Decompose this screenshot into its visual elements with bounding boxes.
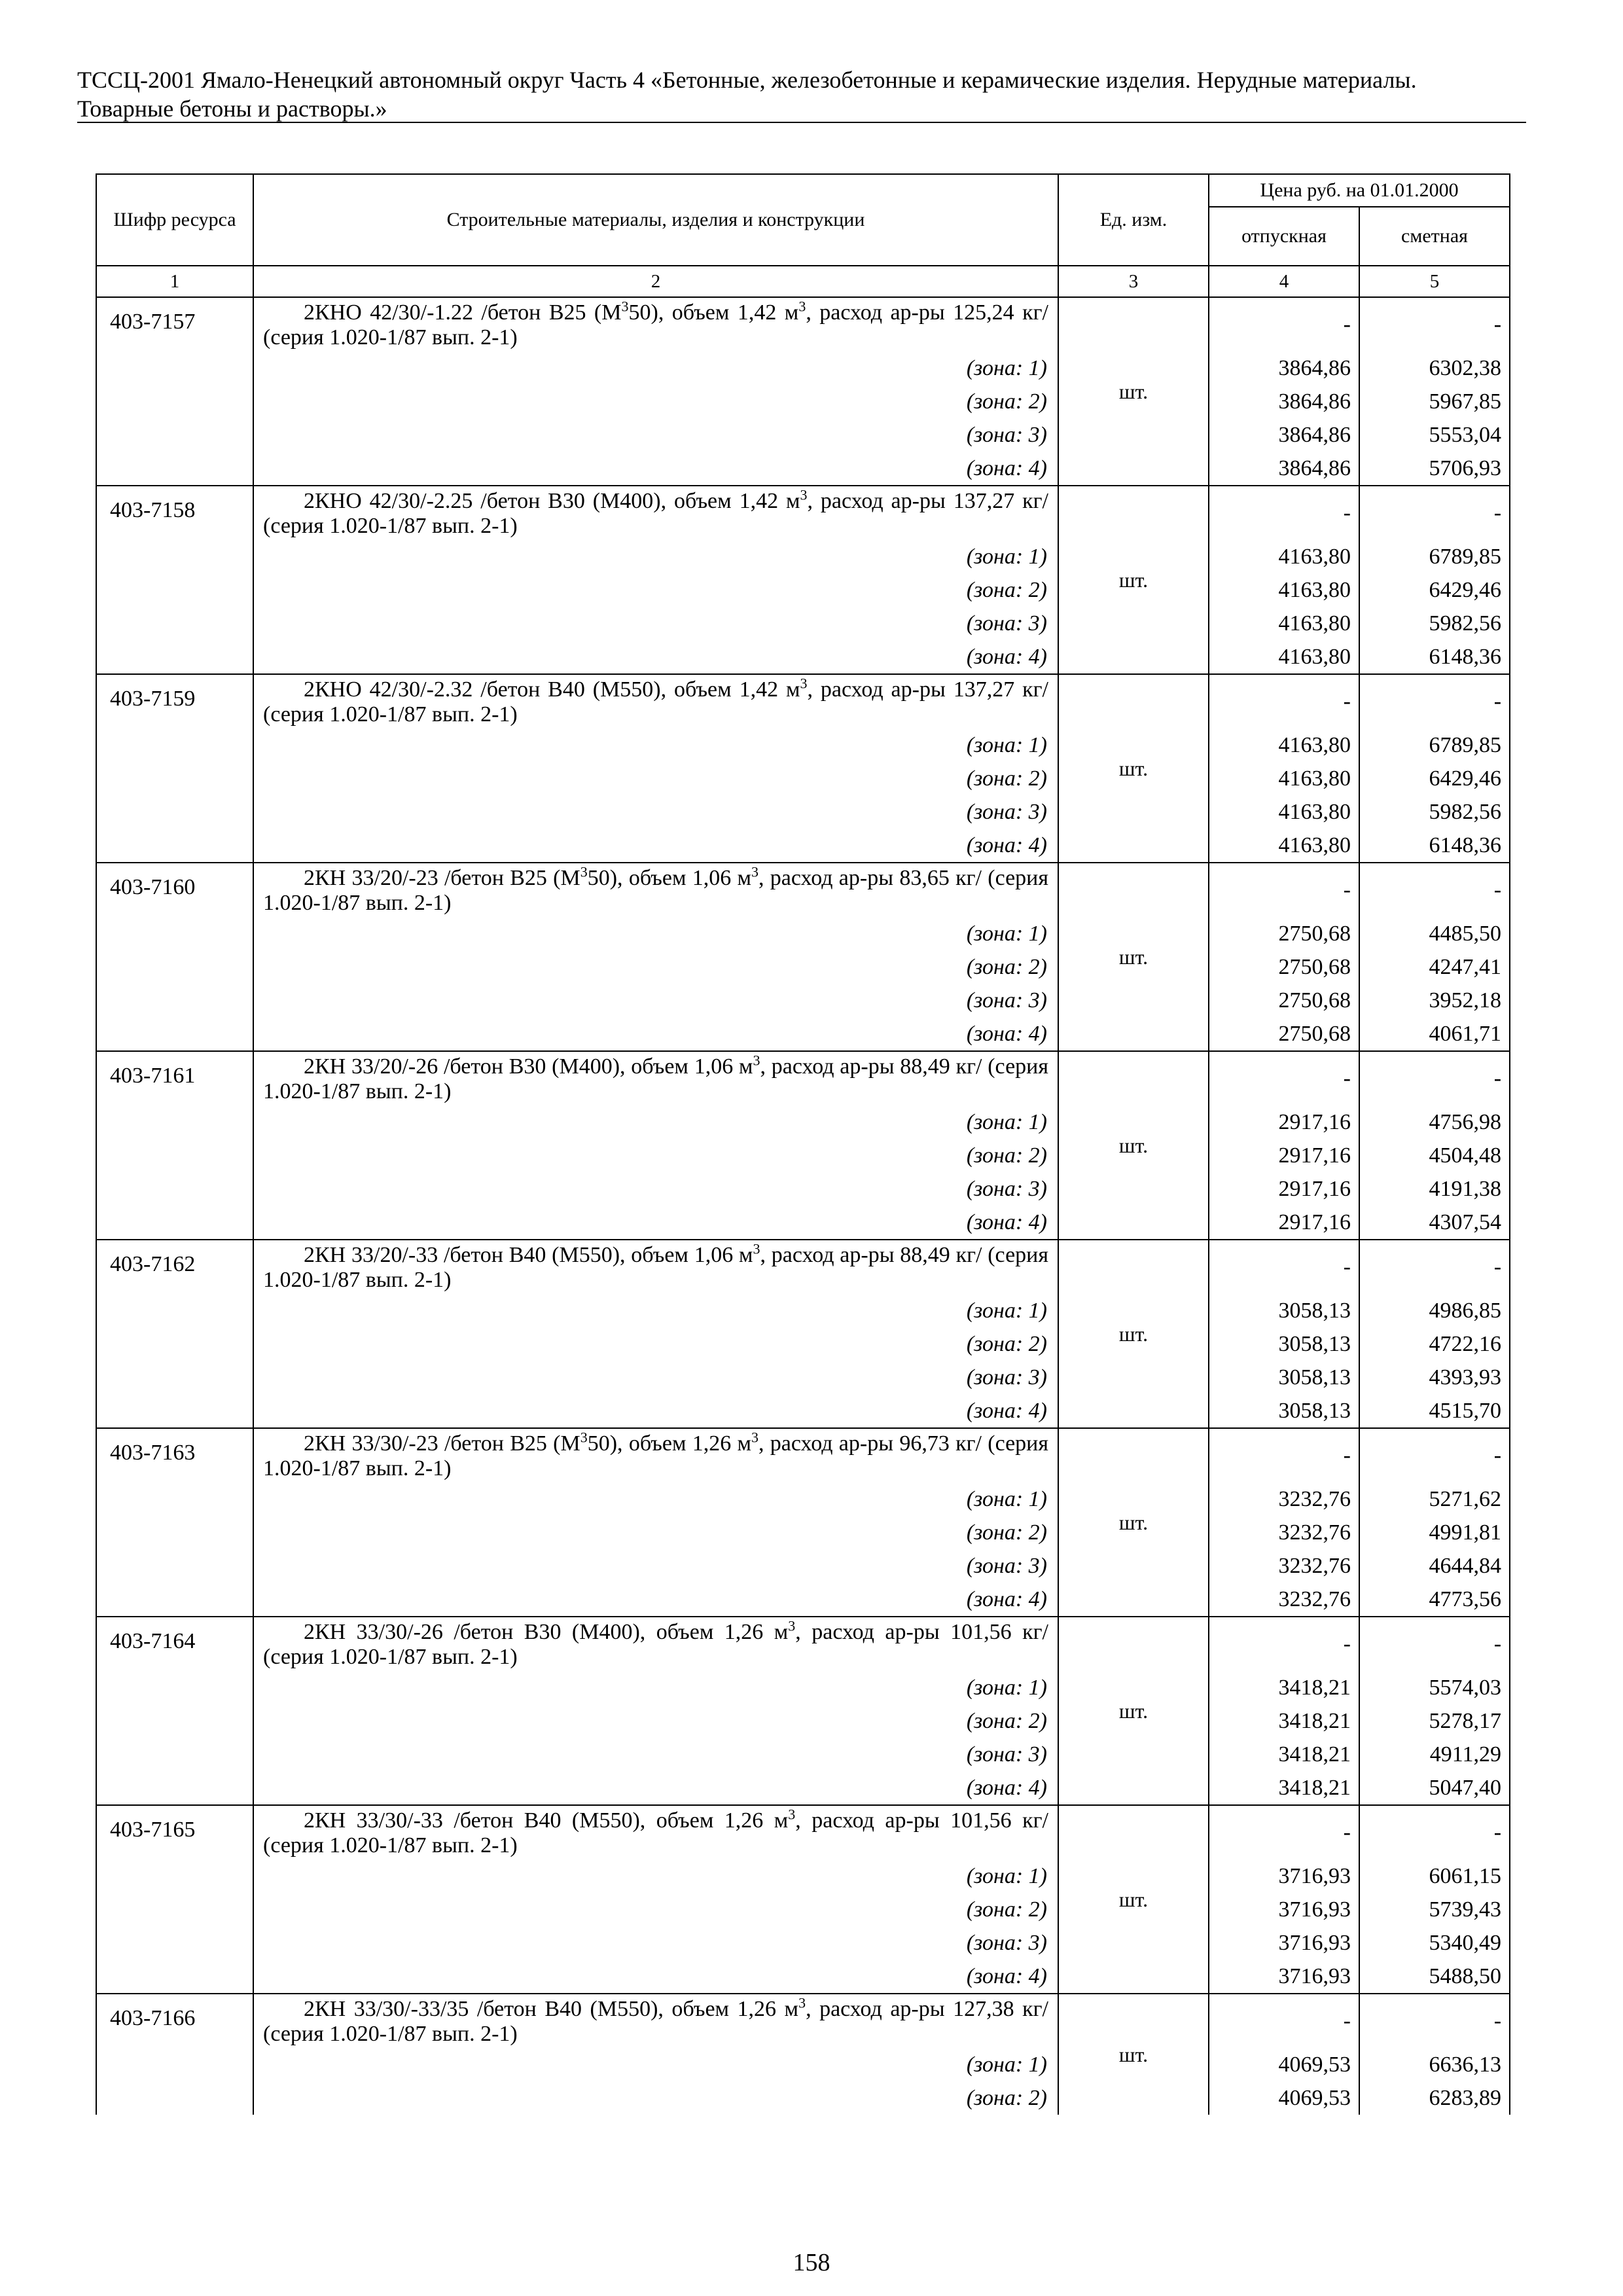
table-row (96, 297, 1510, 351)
header-line-1: ТССЦ-2001 Ямало-Ненецкий автономный округ Часть 4 «Бетонные, железобетонные и керамические изделия. Нерудные материалы. (77, 67, 1417, 93)
zone-estimate-price: 5706,93 (1359, 452, 1510, 486)
resource-code: 403-7161 (96, 1051, 253, 1240)
zone-label: (зона: 1) (253, 728, 1058, 762)
zone-row (96, 1516, 1510, 1549)
zone-estimate-price: 4485,50 (1359, 917, 1510, 950)
superscript: 3 (788, 1617, 796, 1634)
zone-estimate-price: 4504,48 (1359, 1139, 1510, 1172)
zone-estimate-price: 5967,85 (1359, 385, 1510, 418)
zone-row (96, 984, 1510, 1017)
zone-estimate-price: 4986,85 (1359, 1294, 1510, 1327)
col-number: 4 (1209, 266, 1359, 297)
zone-release-price: 4163,80 (1209, 762, 1359, 795)
zone-release-price: 3232,76 (1209, 1482, 1359, 1516)
material-description (253, 1805, 1058, 1859)
zone-row (96, 1671, 1510, 1704)
zone-release-price: 2750,68 (1209, 950, 1359, 984)
zone-estimate-price: 4722,16 (1359, 1327, 1510, 1361)
superscript: 3 (753, 1240, 760, 1257)
zone-label: (зона: 1) (253, 1105, 1058, 1139)
zone-row (96, 607, 1510, 640)
table-row (96, 1805, 1510, 1859)
resource-code: 403-7164 (96, 1617, 253, 1805)
resource-code: 403-7162 (96, 1240, 253, 1428)
zone-label: (зона: 1) (253, 917, 1058, 950)
col-header-unit: Ед. изм. (1058, 174, 1209, 266)
zone-estimate-price: 5739,43 (1359, 1893, 1510, 1926)
zone-estimate-price: 5271,62 (1359, 1482, 1510, 1516)
zone-row (96, 829, 1510, 863)
description-part: 2КН 33/30/-33/35 /бетон В40 (М550), объем 1,26 м (304, 1997, 799, 2021)
material-description (253, 1994, 1058, 2048)
zone-label: (зона: 2) (253, 950, 1058, 984)
zone-row (96, 1893, 1510, 1926)
zone-row (96, 1549, 1510, 1583)
zone-label: (зона: 3) (253, 795, 1058, 829)
zone-release-price: 3418,21 (1209, 1704, 1359, 1738)
release-price: - (1209, 297, 1359, 351)
zone-row (96, 2081, 1510, 2115)
col-header-code: Шифр ресурса (96, 174, 253, 266)
zone-row (96, 1482, 1510, 1516)
zone-release-price: 3232,76 (1209, 1516, 1359, 1549)
zone-label: (зона: 4) (253, 829, 1058, 863)
unit-cell: шт. (1058, 863, 1209, 1051)
zone-label: (зона: 3) (253, 1926, 1058, 1960)
description-part: 2КН 33/30/-33 /бетон В40 (М550), объем 1,26 м (304, 1808, 789, 1833)
zone-label: (зона: 2) (253, 1516, 1058, 1549)
unit-cell: шт. (1058, 1051, 1209, 1240)
zone-label: (зона: 3) (253, 1738, 1058, 1771)
zone-row (96, 1926, 1510, 1960)
zone-label: (зона: 2) (253, 573, 1058, 607)
col-header-release: отпускная (1209, 207, 1359, 266)
unit-cell: шт. (1058, 1805, 1209, 1994)
estimate-price: - (1359, 863, 1510, 917)
estimate-price: - (1359, 297, 1510, 351)
zone-label: (зона: 3) (253, 1172, 1058, 1206)
zone-release-price: 3864,86 (1209, 385, 1359, 418)
zone-label: (зона: 2) (253, 1139, 1058, 1172)
release-price: - (1209, 674, 1359, 728)
zone-row (96, 1361, 1510, 1394)
table-row (96, 1617, 1510, 1671)
zone-label: (зона: 4) (253, 1017, 1058, 1051)
zone-release-price: 4163,80 (1209, 795, 1359, 829)
zone-label: (зона: 3) (253, 1549, 1058, 1583)
material-description (253, 1051, 1058, 1105)
material-description (253, 863, 1058, 917)
superscript: 3 (800, 486, 808, 503)
zone-release-price: 2750,68 (1209, 917, 1359, 950)
zone-release-price: 3418,21 (1209, 1738, 1359, 1771)
zone-estimate-price: 5982,56 (1359, 795, 1510, 829)
zone-label: (зона: 3) (253, 1361, 1058, 1394)
zone-release-price: 2750,68 (1209, 1017, 1359, 1051)
zone-release-price: 3716,93 (1209, 1893, 1359, 1926)
zone-label: (зона: 2) (253, 1704, 1058, 1738)
zone-estimate-price: 6148,36 (1359, 829, 1510, 863)
zone-label: (зона: 1) (253, 351, 1058, 385)
zone-release-price: 4163,80 (1209, 573, 1359, 607)
release-price: - (1209, 486, 1359, 540)
zone-label: (зона: 3) (253, 418, 1058, 452)
zone-estimate-price: 6636,13 (1359, 2048, 1510, 2081)
zone-row (96, 1394, 1510, 1428)
estimate-price: - (1359, 1428, 1510, 1482)
estimate-price: - (1359, 486, 1510, 540)
release-price: - (1209, 863, 1359, 917)
zone-estimate-price: 6429,46 (1359, 573, 1510, 607)
estimate-price: - (1359, 674, 1510, 728)
zone-release-price: 3864,86 (1209, 418, 1359, 452)
superscript: 3 (580, 1429, 588, 1446)
zone-estimate-price: 6148,36 (1359, 640, 1510, 674)
description-part: 50), объем 1,06 м (587, 866, 752, 890)
zone-release-price: 3418,21 (1209, 1771, 1359, 1805)
zone-estimate-price: 5340,49 (1359, 1926, 1510, 1960)
zone-release-price: 3058,13 (1209, 1327, 1359, 1361)
zone-label: (зона: 4) (253, 640, 1058, 674)
zone-label: (зона: 4) (253, 452, 1058, 486)
zone-estimate-price: 5553,04 (1359, 418, 1510, 452)
zone-estimate-price: 4247,41 (1359, 950, 1510, 984)
zone-label: (зона: 3) (253, 984, 1058, 1017)
table-row (96, 1240, 1510, 1294)
unit-cell: шт. (1058, 1994, 1209, 2115)
zone-estimate-price: 5982,56 (1359, 607, 1510, 640)
description-part: 50), объем 1,26 м (587, 1431, 752, 1456)
col-number: 2 (253, 266, 1058, 297)
release-price: - (1209, 1805, 1359, 1859)
zone-release-price: 4163,80 (1209, 540, 1359, 573)
zone-release-price: 3418,21 (1209, 1671, 1359, 1704)
zone-estimate-price: 4061,71 (1359, 1017, 1510, 1051)
col-header-name: Строительные материалы, изделия и конструкции (253, 174, 1058, 266)
unit-cell: шт. (1058, 1617, 1209, 1805)
zone-row (96, 640, 1510, 674)
description-part: 2КН 33/30/-26 /бетон В30 (М400), объем 1,26 м (304, 1620, 789, 1644)
header-line-2: Товарные бетоны и растворы.» (77, 96, 387, 122)
description-part: 2КН 33/30/-23 /бетон В25 (М (304, 1431, 580, 1456)
zone-estimate-price: 4644,84 (1359, 1549, 1510, 1583)
zone-estimate-price: 4773,56 (1359, 1583, 1510, 1617)
zone-estimate-price: 4756,98 (1359, 1105, 1510, 1139)
zone-label: (зона: 2) (253, 385, 1058, 418)
zone-estimate-price: 5574,03 (1359, 1671, 1510, 1704)
zone-estimate-price: 5278,17 (1359, 1704, 1510, 1738)
zone-estimate-price: 6061,15 (1359, 1859, 1510, 1893)
zone-row (96, 1960, 1510, 1994)
zone-release-price: 3232,76 (1209, 1583, 1359, 1617)
zone-estimate-price: 4991,81 (1359, 1516, 1510, 1549)
description-part: , расход ар-ры 137,27 кг/ (серия 1.020-1/87 вып. 2-1) (263, 677, 1048, 726)
zone-label: (зона: 4) (253, 1206, 1058, 1240)
zone-label: (зона: 1) (253, 1482, 1058, 1516)
zone-row (96, 1583, 1510, 1617)
resource-code: 403-7157 (96, 297, 253, 486)
zone-estimate-price: 4393,93 (1359, 1361, 1510, 1394)
zone-release-price: 3864,86 (1209, 452, 1359, 486)
superscript: 3 (751, 1429, 759, 1446)
material-description (253, 486, 1058, 540)
zone-estimate-price: 4307,54 (1359, 1206, 1510, 1240)
zone-row (96, 1704, 1510, 1738)
description-part: 2КН 33/20/-23 /бетон В25 (М (304, 866, 580, 890)
material-description (253, 1428, 1058, 1482)
zone-label: (зона: 1) (253, 540, 1058, 573)
description-part: 50), объем 1,42 м (628, 300, 799, 325)
zone-row (96, 385, 1510, 418)
header-divider (77, 122, 1526, 123)
release-price: - (1209, 1994, 1359, 2048)
resource-code: 403-7160 (96, 863, 253, 1051)
description-part: 2КНО 42/30/-2.25 /бетон В30 (М400), объем 1,42 м (304, 489, 800, 513)
zone-release-price: 3232,76 (1209, 1549, 1359, 1583)
zone-label: (зона: 4) (253, 1771, 1058, 1805)
zone-estimate-price: 4515,70 (1359, 1394, 1510, 1428)
zone-estimate-price: 3952,18 (1359, 984, 1510, 1017)
estimate-price: - (1359, 1240, 1510, 1294)
description-part: , расход ар-ры 88,49 кг/ (серия 1.020-1/87 вып. 2-1) (263, 1054, 1048, 1103)
description-part: , расход ар-ры 125,24 кг/ (серия 1.020-1/87 вып. 2-1) (263, 300, 1048, 350)
superscript: 3 (621, 298, 629, 315)
zone-row (96, 1859, 1510, 1893)
superscript: 3 (800, 675, 808, 692)
zone-row (96, 1327, 1510, 1361)
zone-label: (зона: 1) (253, 1859, 1058, 1893)
zone-row (96, 950, 1510, 984)
table-row (96, 1994, 1510, 2048)
zone-row (96, 1139, 1510, 1172)
description-part: , расход ар-ры 88,49 кг/ (серия 1.020-1/87 вып. 2-1) (263, 1243, 1048, 1292)
zone-estimate-price: 6789,85 (1359, 728, 1510, 762)
zone-label: (зона: 4) (253, 1583, 1058, 1617)
zone-row (96, 1017, 1510, 1051)
zone-row (96, 351, 1510, 385)
release-price: - (1209, 1051, 1359, 1105)
estimate-price: - (1359, 1051, 1510, 1105)
zone-row (96, 917, 1510, 950)
superscript: 3 (753, 1052, 760, 1069)
zone-row (96, 1105, 1510, 1139)
zone-estimate-price: 5488,50 (1359, 1960, 1510, 1994)
zone-release-price: 2917,16 (1209, 1206, 1359, 1240)
table-row (96, 863, 1510, 917)
zone-release-price: 3058,13 (1209, 1361, 1359, 1394)
price-table (96, 173, 1510, 2115)
zone-label: (зона: 1) (253, 1294, 1058, 1327)
zone-row (96, 1206, 1510, 1240)
page-header (77, 65, 1526, 123)
table-body (96, 297, 1510, 2115)
unit-cell: шт. (1058, 1428, 1209, 1617)
zone-row (96, 1294, 1510, 1327)
zone-release-price: 4163,80 (1209, 728, 1359, 762)
zone-row (96, 573, 1510, 607)
resource-code: 403-7158 (96, 486, 253, 674)
zone-row (96, 795, 1510, 829)
unit-cell: шт. (1058, 297, 1209, 486)
superscript: 3 (580, 863, 588, 880)
estimate-price: - (1359, 1617, 1510, 1671)
zone-estimate-price: 5047,40 (1359, 1771, 1510, 1805)
zone-label: (зона: 2) (253, 1893, 1058, 1926)
zone-label: (зона: 4) (253, 1960, 1058, 1994)
description-part: , расход ар-ры 101,56 кг/ (серия 1.020-1/87 вып. 2-1) (263, 1808, 1048, 1857)
zone-row (96, 1172, 1510, 1206)
col-header-price-group: Цена руб. на 01.01.2000 (1209, 174, 1510, 207)
col-number: 1 (96, 266, 253, 297)
zone-label: (зона: 1) (253, 1671, 1058, 1704)
zone-estimate-price: 6789,85 (1359, 540, 1510, 573)
release-price: - (1209, 1617, 1359, 1671)
resource-code: 403-7159 (96, 674, 253, 863)
table-row (96, 1428, 1510, 1482)
col-number: 5 (1359, 266, 1510, 297)
zone-label: (зона: 2) (253, 2081, 1058, 2115)
material-description (253, 1240, 1058, 1294)
material-description (253, 1617, 1058, 1671)
zone-row (96, 1738, 1510, 1771)
zone-release-price: 3716,93 (1209, 1960, 1359, 1994)
description-part: 2КН 33/20/-33 /бетон В40 (М550), объем 1,06 м (304, 1243, 753, 1267)
zone-release-price: 4163,80 (1209, 640, 1359, 674)
zone-label: (зона: 2) (253, 762, 1058, 795)
description-part: , расход ар-ры 127,38 кг/ (серия 1.020-1/87 вып. 2-1) (263, 1997, 1048, 2046)
zone-release-price: 4163,80 (1209, 607, 1359, 640)
description-part: 2КН 33/20/-26 /бетон В30 (М400), объем 1,06 м (304, 1054, 753, 1079)
zone-release-price: 2750,68 (1209, 984, 1359, 1017)
zone-label: (зона: 1) (253, 2048, 1058, 2081)
zone-release-price: 3058,13 (1209, 1294, 1359, 1327)
description-part: 2КНО 42/30/-1.22 /бетон В25 (М (304, 300, 622, 325)
zone-row (96, 762, 1510, 795)
table-row (96, 1051, 1510, 1105)
zone-row (96, 728, 1510, 762)
zone-release-price: 3058,13 (1209, 1394, 1359, 1428)
page-number: 158 (793, 2249, 830, 2276)
zone-release-price: 3716,93 (1209, 1926, 1359, 1960)
col-header-estimate: сметная (1359, 207, 1510, 266)
col-number: 3 (1058, 266, 1209, 297)
zone-estimate-price: 4191,38 (1359, 1172, 1510, 1206)
zone-release-price: 4163,80 (1209, 829, 1359, 863)
zone-release-price: 4069,53 (1209, 2048, 1359, 2081)
zone-row (96, 418, 1510, 452)
release-price: - (1209, 1240, 1359, 1294)
zone-label: (зона: 3) (253, 607, 1058, 640)
description-part: , расход ар-ры 83,65 кг/ (серия 1.020-1/87 вып. 2-1) (263, 866, 1049, 915)
unit-cell: шт. (1058, 674, 1209, 863)
superscript: 3 (788, 1806, 796, 1823)
resource-code: 403-7163 (96, 1428, 253, 1617)
zone-release-price: 2917,16 (1209, 1172, 1359, 1206)
description-part: , расход ар-ры 101,56 кг/ (серия 1.020-1/87 вып. 2-1) (263, 1620, 1048, 1669)
zone-row (96, 1771, 1510, 1805)
resource-code: 403-7165 (96, 1805, 253, 1994)
superscript: 3 (751, 863, 759, 880)
superscript: 3 (798, 298, 806, 315)
zone-release-price: 3716,93 (1209, 1859, 1359, 1893)
table-row (96, 486, 1510, 540)
zone-estimate-price: 6429,46 (1359, 762, 1510, 795)
zone-row (96, 2048, 1510, 2081)
zone-release-price: 2917,16 (1209, 1105, 1359, 1139)
unit-cell: шт. (1058, 486, 1209, 674)
estimate-price: - (1359, 1994, 1510, 2048)
estimate-price: - (1359, 1805, 1510, 1859)
material-description (253, 297, 1058, 351)
zone-release-price: 3864,86 (1209, 351, 1359, 385)
zone-label: (зона: 2) (253, 1327, 1058, 1361)
zone-estimate-price: 6283,89 (1359, 2081, 1510, 2115)
release-price: - (1209, 1428, 1359, 1482)
table-row (96, 674, 1510, 728)
superscript: 3 (798, 1994, 806, 2011)
description-part: 2КНО 42/30/-2.32 /бетон В40 (М550), объем 1,42 м (304, 677, 800, 702)
zone-release-price: 4069,53 (1209, 2081, 1359, 2115)
description-part: , расход ар-ры 137,27 кг/ (серия 1.020-1/87 вып. 2-1) (263, 489, 1048, 538)
zone-estimate-price: 6302,38 (1359, 351, 1510, 385)
material-description (253, 674, 1058, 728)
description-part: , расход ар-ры 96,73 кг/ (серия 1.020-1/87 вып. 2-1) (263, 1431, 1049, 1480)
zone-row (96, 452, 1510, 486)
resource-code: 403-7166 (96, 1994, 253, 2115)
zone-row (96, 540, 1510, 573)
zone-label: (зона: 4) (253, 1394, 1058, 1428)
zone-release-price: 2917,16 (1209, 1139, 1359, 1172)
zone-estimate-price: 4911,29 (1359, 1738, 1510, 1771)
unit-cell: шт. (1058, 1240, 1209, 1428)
